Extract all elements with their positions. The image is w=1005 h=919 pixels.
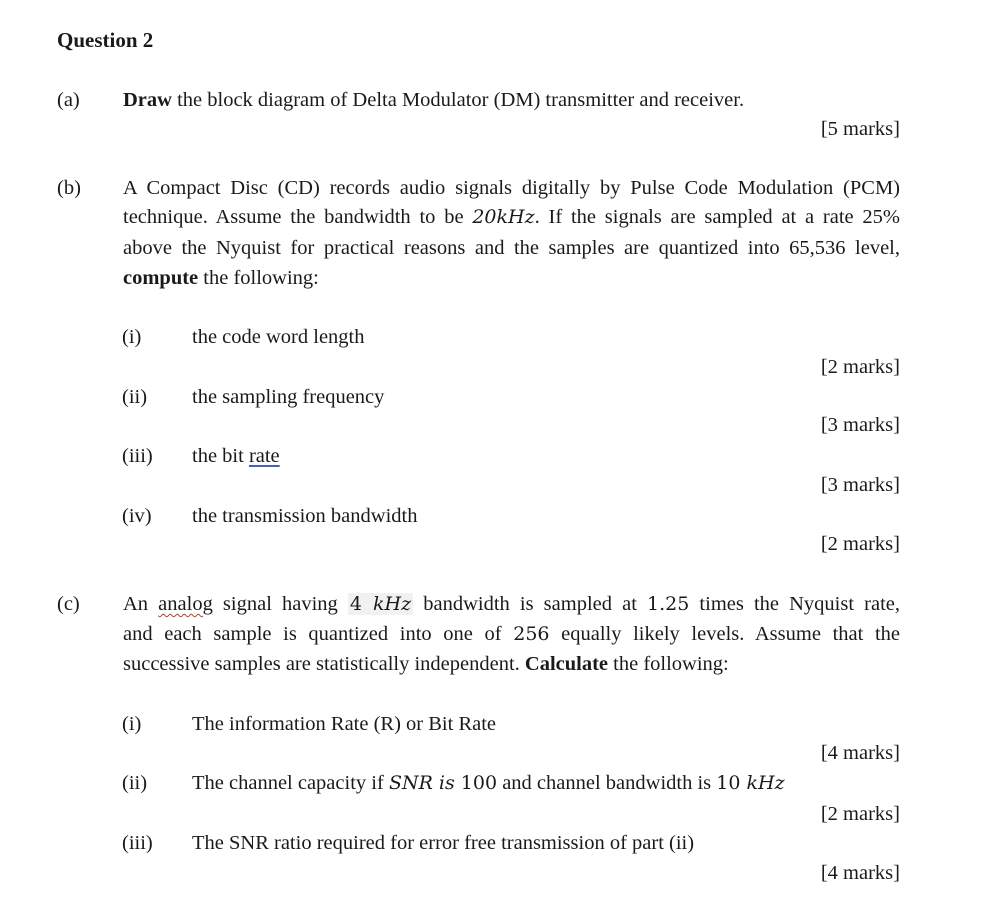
part-b-line4 (123, 267, 319, 290)
part-a-verb: Draw (123, 89, 172, 111)
snr-value: 100 (454, 772, 498, 794)
part-b-item-text: the code word length (192, 326, 365, 348)
part-c-line3-pre: successive samples are statistically independent. (123, 653, 525, 675)
part-c-item-label: (i) (122, 713, 142, 735)
part-b-label: (b) (57, 177, 81, 199)
part-b-item-text: the transmission bandwidth (192, 505, 418, 527)
part-c-line1 (123, 593, 900, 616)
part-c-item-text-pre: The channel capacity if (192, 772, 389, 794)
part-a-body: the block diagram of Delta Modulator (DM) transmitter and receiver. (171, 89, 745, 111)
part-c-line1-mid: signal having (212, 593, 348, 615)
snr-math: SNR is (388, 772, 455, 794)
part-b-item-text: the sampling frequency (192, 386, 385, 408)
part-c-item-marks: [4 marks] (820, 862, 900, 884)
channel-bw-num: 10 (716, 772, 747, 794)
part-c-line2-pre: and each sample is quantized into one of (123, 623, 514, 645)
part-c-line3-post: the following: (608, 653, 729, 675)
part-b-item-marks: [3 marks] (820, 474, 900, 496)
part-c-item-marks: [4 marks] (820, 742, 900, 764)
part-b-line4-rest: the following: (198, 267, 319, 289)
part-c-item-text (192, 772, 785, 795)
sampling-factor: 1.25 (647, 593, 690, 615)
part-b-item-label: (ii) (122, 386, 148, 408)
part-b-item-word: rate (248, 445, 280, 467)
part-c-item-text: The information Rate (R) or Bit Rate (192, 713, 497, 735)
part-a-marks: [5 marks] (820, 118, 900, 140)
part-b-line2-pre: technique. Assume the bandwidth to be (123, 206, 473, 228)
part-b-line2 (123, 206, 900, 229)
part-b-item-label: (iv) (122, 505, 152, 527)
part-b-item-text-pre: the bit (192, 445, 249, 467)
part-c-line1-mid2: bandwidth is sampled at (413, 593, 648, 615)
part-b-item-marks: [3 marks] (820, 414, 900, 436)
part-c-line2 (123, 623, 900, 646)
part-c-line2-post: equally likely levels. Assume that the (549, 623, 900, 645)
bandwidth-unit: kHz (373, 593, 412, 615)
part-b-line3: above the Nyquist for practical reasons and the samples are quantized into 65,536 level, (123, 237, 900, 259)
part-c-item-text: The SNR ratio required for error free transmission of part (ii) (192, 832, 695, 854)
part-b-item-marks: [2 marks] (820, 533, 900, 555)
part-b-verb: compute (123, 267, 199, 289)
part-a-text (123, 89, 744, 112)
part-b-item-text (192, 445, 280, 468)
part-b-item-label: (i) (122, 326, 142, 348)
part-c-line3 (123, 653, 729, 676)
part-c-verb: Calculate (524, 653, 609, 675)
levels-count: 256 (513, 623, 550, 645)
part-c-label: (c) (57, 593, 80, 615)
part-c-line1-post: times the Nyquist rate, (689, 593, 900, 615)
part-c-item-label: (iii) (122, 832, 153, 854)
part-c-line1-pre: An (123, 593, 159, 615)
part-c-item-text-mid: and channel bandwidth is (497, 772, 717, 794)
bandwidth-math: 20kHz (472, 206, 535, 228)
part-c-item-marks: [2 marks] (820, 803, 900, 825)
channel-bw-unit: kHz (746, 772, 785, 794)
part-b-line2-post: . If the signals are sampled at a rate 25% (534, 206, 900, 228)
bandwidth-num: 4 (349, 593, 374, 615)
bandwidth-math (348, 593, 413, 615)
part-a-label: (a) (57, 89, 80, 111)
part-b-item-label: (iii) (122, 445, 153, 467)
question-title: Question 2 (57, 28, 154, 52)
part-b-line1: A Compact Disc (CD) records audio signals digitally by Pulse Code Modulation (PCM) (123, 177, 900, 199)
part-b-item-marks: [2 marks] (820, 356, 900, 378)
part-c-item-label: (ii) (122, 772, 148, 794)
part-c-word: analog (158, 593, 213, 615)
